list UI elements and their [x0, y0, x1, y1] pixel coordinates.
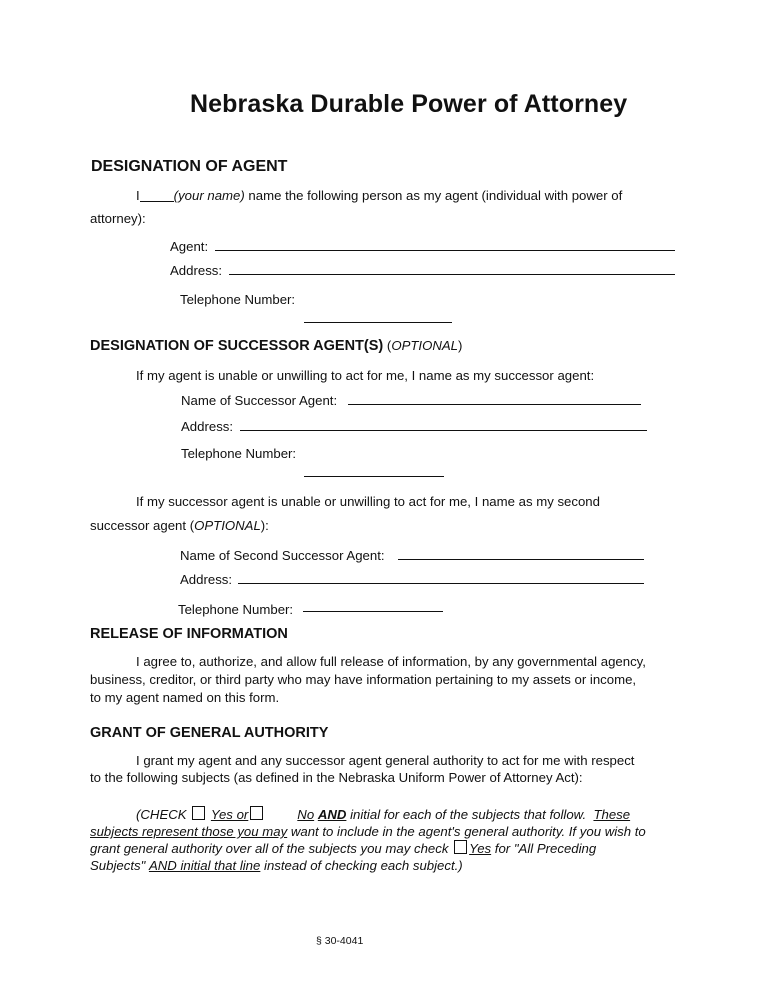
- successor-optional: OPTIONAL: [391, 338, 458, 353]
- line2-rest: want to include in the agent's general authority. If you wish to: [287, 824, 646, 839]
- second-intro-pre: successor agent (: [90, 518, 195, 533]
- successor-optional-close: ): [458, 338, 463, 353]
- grant-line1: I grant my agent and any successor agent general authority to act for me with respect: [136, 753, 635, 768]
- agent-telephone-field[interactable]: [304, 322, 452, 323]
- document-title: Nebraska Durable Power of Attorney: [190, 90, 628, 118]
- second-successor-address-field[interactable]: [238, 583, 644, 584]
- no-checkbox[interactable]: [250, 806, 263, 820]
- successor-telephone-label: Telephone Number:: [181, 446, 297, 461]
- grant-line-d: [90, 857, 463, 874]
- line3-yes: Yes: [469, 841, 492, 856]
- agent-address-label: Address:: [170, 263, 223, 278]
- successor-name-field[interactable]: [348, 404, 641, 405]
- successor-heading-row: [90, 337, 462, 355]
- grant-check-line: [136, 806, 630, 823]
- line4-subjects: Subjects": [90, 858, 146, 873]
- intro-rest: name the following person as my agent (individual with power of: [244, 188, 623, 203]
- line4-post: instead of checking each subject.): [260, 858, 463, 873]
- line3-pre: grant general authority over all of the subjects you may check: [90, 841, 449, 856]
- these-label: These: [593, 807, 631, 822]
- successor-address-label: Address:: [181, 419, 234, 434]
- release-line2: business, creditor, or third party who may have information pertaining to my assets or income,: [90, 672, 637, 687]
- yes-or-label: Yes or: [210, 807, 249, 822]
- successor-optional-open: (: [383, 338, 392, 353]
- successor-address-field[interactable]: [240, 430, 647, 431]
- successor-intro: If my agent is unable or unwilling to act for me, I name as my successor agent:: [136, 368, 595, 383]
- intro-i: I: [136, 188, 140, 203]
- second-intro-post: ):: [260, 518, 269, 533]
- second-successor-telephone-label: Telephone Number:: [178, 602, 294, 617]
- grant-heading: GRANT OF GENERAL AUTHORITY: [90, 725, 329, 741]
- and-label: AND: [317, 807, 347, 822]
- no-label: No: [297, 807, 315, 822]
- agent-label: Agent:: [170, 239, 209, 254]
- grant-line2: to the following subjects (as defined in the Nebraska Uniform Power of Attorney Act):: [90, 770, 583, 785]
- second-successor-address-label: Address:: [180, 572, 233, 587]
- agent-address-field[interactable]: [229, 274, 675, 275]
- successor-heading: DESIGNATION OF SUCCESSOR AGENT(S): [90, 338, 384, 354]
- designation-intro: [136, 187, 622, 204]
- release-line1: I agree to, authorize, and allow full release of information, by any governmental agency,: [136, 654, 646, 669]
- release-heading: RELEASE OF INFORMATION: [90, 626, 288, 642]
- designation-heading: DESIGNATION OF AGENT: [91, 158, 288, 175]
- agent-telephone-label: Telephone Number:: [180, 292, 296, 307]
- second-successor-name-label: Name of Second Successor Agent:: [180, 548, 385, 563]
- line4-and: AND initial that line: [148, 858, 261, 873]
- your-name-field[interactable]: [140, 189, 174, 202]
- second-successor-telephone-field[interactable]: [303, 611, 443, 612]
- successor-name-label: Name of Successor Agent:: [181, 393, 338, 408]
- yes-checkbox[interactable]: [192, 806, 205, 820]
- check-open: (CHECK: [136, 807, 187, 822]
- your-name-hint: (your name): [173, 188, 245, 203]
- statute-reference: § 30-4041: [316, 935, 364, 947]
- second-successor-intro-line2: [90, 517, 269, 534]
- all-subjects-checkbox[interactable]: [454, 840, 467, 854]
- grant-line-b: [90, 823, 646, 840]
- release-line3: to my agent named on this form.: [90, 690, 280, 705]
- agent-name-field[interactable]: [215, 250, 675, 251]
- second-intro-optional: OPTIONAL: [194, 518, 261, 533]
- second-successor-intro: If my successor agent is unable or unwilling to act for me, I name as my second: [136, 494, 600, 509]
- successor-telephone-field[interactable]: [304, 476, 444, 477]
- initial-text: initial for each of the subjects that follow.: [346, 807, 587, 822]
- designation-intro-line2: attorney):: [90, 211, 146, 226]
- second-successor-name-field[interactable]: [398, 559, 644, 560]
- subjects-underlined: subjects represent those you may: [90, 824, 288, 839]
- grant-line-c: [90, 840, 596, 857]
- line3-post: for "All Preceding: [491, 841, 597, 856]
